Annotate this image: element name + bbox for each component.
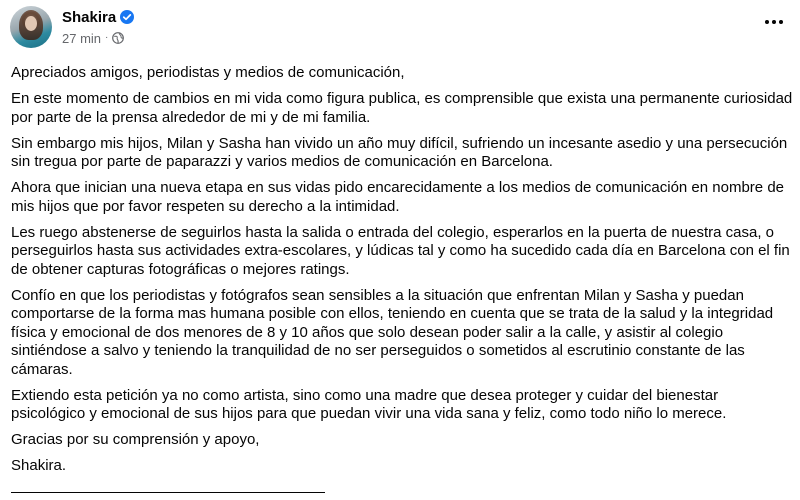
- post-paragraph: Shakira.: [11, 457, 67, 474]
- post-timestamp[interactable]: 27 min: [62, 30, 102, 46]
- globe-icon[interactable]: [112, 32, 124, 44]
- post-paragraph: Apreciados amigos, periodistas y medios de comunicación,: [11, 64, 405, 81]
- post-header: [10, 6, 134, 48]
- more-horizontal-icon: [765, 20, 783, 24]
- post-paragraph: Confío en que los periodistas y fotógrafos sean sensibles a la situación que enfrentan Milan y Sasha y puedan comportarse de la forma mas humana posible con ellos, teniendo en cuenta que se trata de la salud y la integridad física y emocional de dos menores de 8 y 10 años que solo desean poder salir a la calle, y asistir al colegio sintiéndose a salvo y teniendo la tranquilidad de no ser perseguidos o sometidos al escrutinio constante de las cámaras.: [11, 286, 774, 378]
- verified-badge-icon: [120, 10, 134, 24]
- post-paragraph: Extiendo esta petición ya no como artista, sino como una madre que desea proteger y cuidar del bienestar psicológico y emocional de sus hijos para que puedan vivir una vida sana y feliz, como todo niño lo merece.: [11, 386, 727, 422]
- author-row: [62, 7, 134, 27]
- post-paragraph: Sin embargo mis hijos, Milan y Sasha han vivido un año muy difícil, sufriendo un incesante asedio y una persecución sin tregua por parte de paparazzi y varios medios de comunicación en Barcelona.: [11, 134, 788, 170]
- author-avatar[interactable]: [10, 6, 52, 48]
- post-meta: [62, 6, 134, 47]
- author-name[interactable]: Shakira: [62, 8, 117, 26]
- post-options-button[interactable]: [756, 10, 792, 34]
- post-paragraph: Les ruego abstenerse de seguirlos hasta la salida o entrada del colegio, esperarlos en la puerta de nuestra casa, o perseguirlos hasta sus actividades extra-escolares, y lúdicas tal y como ha sucedido cada día en Barcelona con el fin de obtener capturas fotográficas o mejores ratings.: [11, 223, 790, 278]
- divider-line: [11, 492, 325, 493]
- meta-separator: ·: [105, 32, 109, 43]
- post-body: [11, 64, 793, 483]
- post-paragraph: En este momento de cambios en mi vida como figura publica, es comprensible que exista una permanente curiosidad por parte de la prensa alrededor de mi y de mi familia.: [11, 90, 793, 126]
- post-paragraph: Ahora que inician una nueva etapa en sus vidas pido encarecidamente a los medios de comunicación en nombre de mis hijos que por favor respeten su derecho a la intimidad.: [11, 179, 784, 215]
- post-sub-row: [62, 29, 134, 47]
- post-paragraph: Gracias por su comprensión y apoyo,: [11, 431, 260, 448]
